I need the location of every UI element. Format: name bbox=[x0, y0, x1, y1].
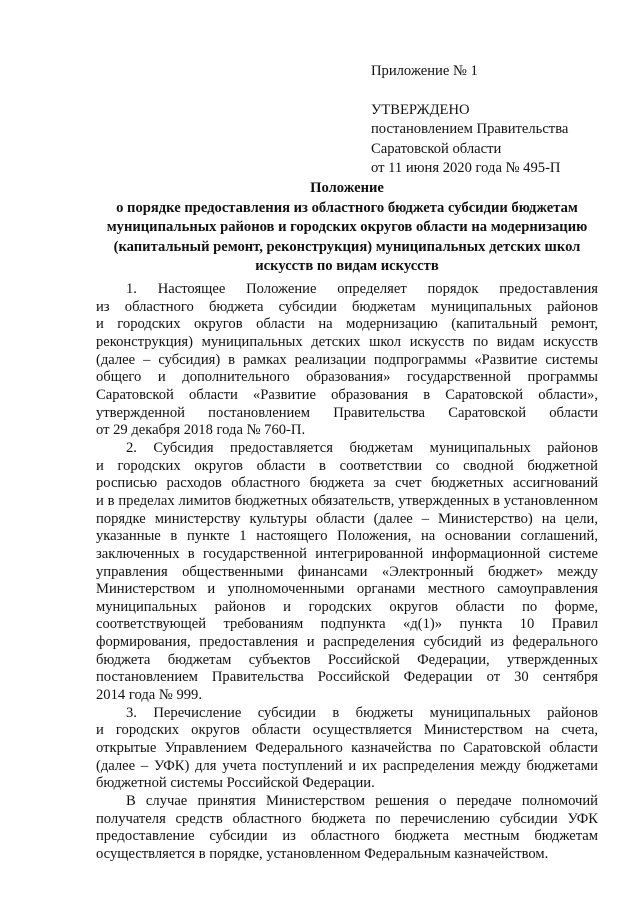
approved-by-line-1: постановлением Правительства bbox=[371, 121, 569, 137]
paragraph-line: 1. Настоящее Положение определяет порядок предоставления bbox=[126, 281, 598, 297]
approved-by-line-2: Саратовской области bbox=[371, 140, 502, 157]
paragraph-line: осуществляется в порядке, установленном Федеральным казначейством. bbox=[96, 846, 549, 862]
paragraph-line: и городских округов области на модернизацию (капитальный ремонт, bbox=[96, 316, 598, 333]
document-body bbox=[96, 281, 598, 864]
title-line-2: о порядке предоставления из областного бюджета субсидии бюджетам bbox=[116, 199, 578, 216]
approved-date: от 11 июня 2020 года № 495-П bbox=[371, 160, 561, 176]
paragraph-line: бюджета бюджетам субъектов Российской Федерации, утвержденных bbox=[96, 651, 598, 668]
paragraph-line: получателя средств областного бюджета по перечислению субсидии УФК bbox=[96, 810, 598, 827]
paragraph-line: и в пределах лимитов бюджетных обязательств, утвержденных в установленном bbox=[96, 492, 598, 509]
paragraph-4 bbox=[96, 793, 598, 864]
document-title bbox=[96, 179, 598, 277]
paragraph-line: порядке министерству культуры области (далее – Министерство) на цели, bbox=[96, 510, 598, 527]
paragraph-line: (далее – УФК) для учета поступлений и их распределения между бюджетами bbox=[96, 757, 598, 774]
paragraph-line: формирования, предоставления и распределения субсидий из федерального bbox=[96, 634, 598, 651]
title-line-5: искусств по видам искусств bbox=[255, 258, 439, 275]
paragraph-line: постановлением Правительства Российской Федерации от 30 сентября bbox=[96, 669, 598, 686]
paragraph-line: общего и дополнительного образования» государственной программы bbox=[96, 369, 598, 386]
paragraph-line: В случае принятия Министерством решения о передаче полномочий bbox=[126, 793, 598, 810]
approval-block bbox=[371, 62, 621, 179]
paragraph-line: открытые Управлением Федерального казначейства по Саратовской области bbox=[96, 740, 598, 757]
paragraph-line: бюджетной системы Российской Федерации. bbox=[96, 775, 375, 792]
paragraph-line: 2014 года № 999. bbox=[96, 687, 202, 704]
paragraph-line: предоставление субсидии из областного бюджета местным бюджетам bbox=[96, 828, 598, 845]
paragraph-line: реконструкция) муниципальных детских школ искусств по видам искусств bbox=[96, 333, 598, 350]
paragraph-line: росписью расходов областного бюджета за счет бюджетных ассигнований bbox=[96, 475, 598, 492]
title-line-4: (капитальный ремонт, реконструкция) муниципальных детских школ bbox=[113, 238, 581, 255]
paragraph-line: 3. Перечисление субсидии в бюджеты муниципальных районов bbox=[126, 704, 598, 721]
paragraph-2 bbox=[96, 440, 598, 705]
paragraph-line: и городских округов области осуществляется Министерством на счета, bbox=[96, 722, 598, 739]
paragraph-line: утвержденной постановлением Правительства Саратовской области bbox=[96, 404, 598, 421]
paragraph-line: указанные в пункте 1 настоящего Положения, на основании соглашений, bbox=[96, 528, 598, 545]
paragraph-line: заключенных в государственной интегрированной информационной системе bbox=[96, 545, 598, 562]
paragraph-line: Саратовской области «Развитие образования в Саратовской области», bbox=[96, 386, 598, 403]
paragraph-line: 2. Субсидия предоставляется бюджетам муниципальных районов bbox=[126, 439, 598, 456]
title-line-1: Положение bbox=[310, 180, 384, 196]
paragraph-line: от 29 декабря 2018 года № 760-П. bbox=[96, 422, 306, 439]
paragraph-line: управления общественными финансами «Электронный бюджет» между bbox=[96, 563, 598, 580]
annex-label: Приложение № 1 bbox=[371, 63, 478, 79]
paragraph-1 bbox=[96, 281, 598, 440]
paragraph-line: Министерством и уполномоченными органами местного самоуправления bbox=[96, 581, 598, 598]
paragraph-line: (далее – субсидия) в рамках реализации подпрограммы «Развитие системы bbox=[96, 351, 598, 368]
paragraph-line: и городских округов области в соответствии со сводной бюджетной bbox=[96, 457, 598, 474]
paragraph-3 bbox=[96, 705, 598, 793]
paragraph-line: муниципальных районов и городских округов области по форме, bbox=[96, 598, 598, 615]
title-line-3: муниципальных районов и городских округов области на модернизацию bbox=[106, 219, 588, 236]
approved-label: УТВЕРЖДЕНО bbox=[371, 101, 470, 118]
paragraph-line: соответствующей требованиям подпункта «д(1)» пункта 10 Правил bbox=[96, 616, 598, 633]
paragraph-line: из областного бюджета субсидии бюджетам муниципальных районов bbox=[96, 298, 598, 315]
